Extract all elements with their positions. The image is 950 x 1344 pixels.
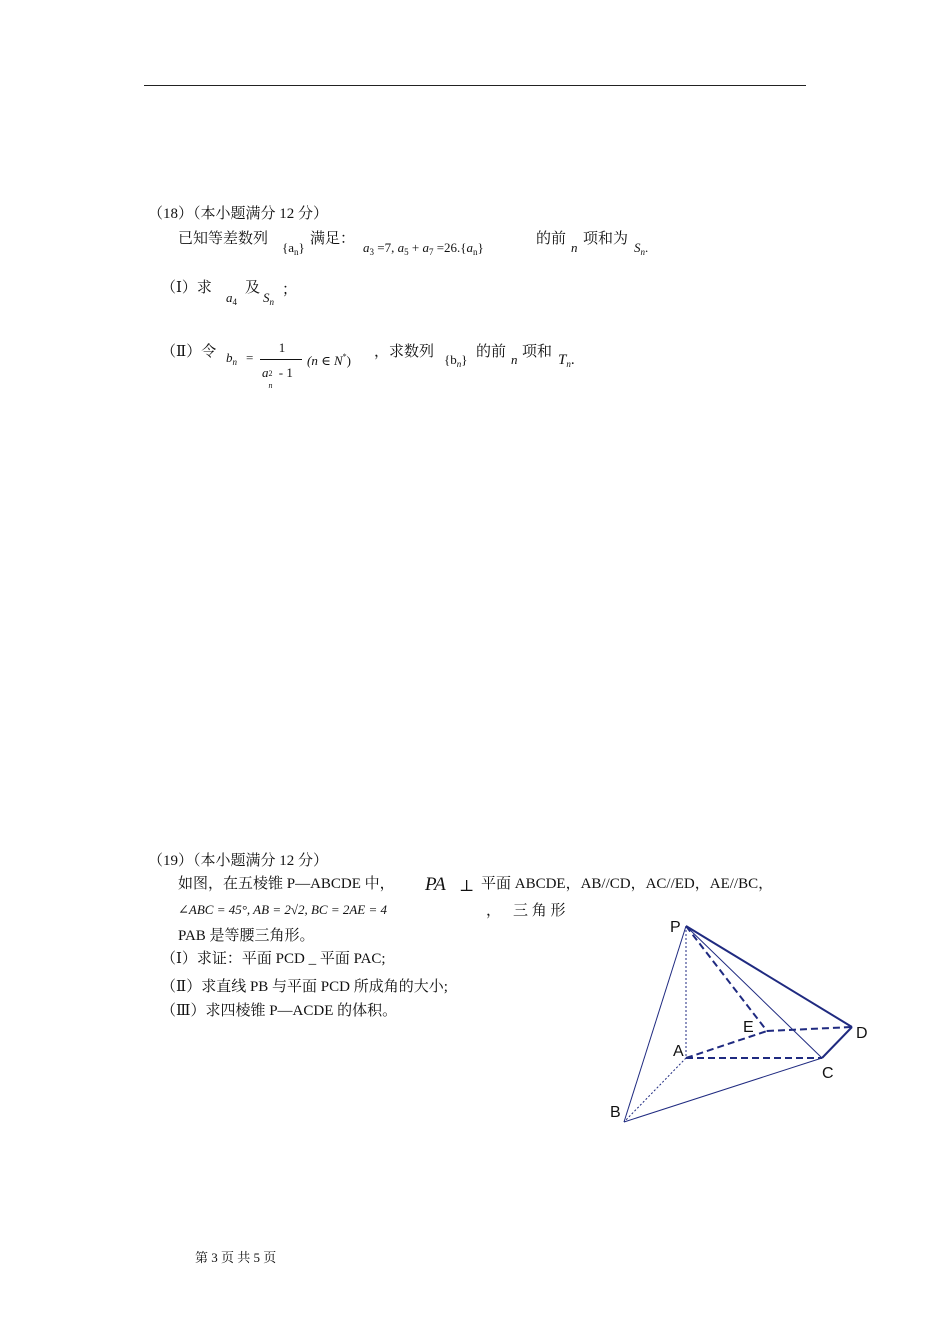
- header-rule: [144, 85, 806, 86]
- q18-part2-text-b: 的前: [476, 344, 507, 360]
- q18-part1-and: 及: [245, 280, 261, 296]
- q18-intro-b: 满足：: [310, 231, 356, 247]
- edge-PC: [686, 926, 822, 1058]
- q19-line1-b: 平面 ABCDE，AB//CD，AC//ED，AE//BC，: [481, 876, 774, 892]
- q18-part2-n: n: [511, 352, 518, 367]
- q18-part2-denominator: a 2 n - 1: [262, 365, 293, 390]
- edge-PB: [624, 926, 686, 1122]
- q19-line1-a: 如图，在五棱锥 P—ABCDE 中，: [178, 876, 395, 892]
- label-E: E: [743, 1019, 754, 1036]
- q18-header: （18）（本小题满分 12 分）: [148, 206, 329, 222]
- q19-part3: （Ⅲ）求四棱锥 P—ACDE 的体积。: [161, 1003, 398, 1019]
- q19-line2-math: ∠ABC = 45°, AB = 2√2, BC = 2AE = 4: [178, 902, 388, 917]
- q18-part2-seq-bn: $\{b_n\}$: [444, 352, 468, 369]
- label-B: B: [610, 1104, 621, 1121]
- label-A: A: [673, 1043, 684, 1060]
- pyramid-figure: [600, 910, 880, 1140]
- q18-part1-end: ；: [282, 282, 298, 298]
- q18-part2-eq: =: [246, 350, 254, 365]
- edge-PE-hidden: [686, 926, 767, 1031]
- edge-BC: [624, 1058, 822, 1122]
- q19-line2-comma: ，: [486, 903, 502, 919]
- q19-line2-text: 三 角 形: [513, 903, 566, 919]
- q19-perp-symbol: ⊥: [459, 878, 475, 895]
- q18-Sn: $S_n$.: [634, 240, 649, 257]
- edge-PD: [686, 926, 852, 1027]
- q19-PA: PA: [425, 874, 446, 895]
- edge-ED-hidden: [767, 1027, 852, 1031]
- q18-part2-label: （Ⅱ）令: [161, 344, 217, 360]
- q18-part2-fraction-bar: [260, 359, 302, 360]
- q19-part2: （Ⅱ）求直线 PB 与平面 PCD 所成角的大小;: [161, 979, 448, 995]
- q18-intro-d: 项和为: [583, 231, 629, 247]
- q18-part2-text-c: 项和: [522, 344, 553, 360]
- q19-part1: （Ⅰ）求证：平面 PCD _ 平面 PAC;: [161, 951, 386, 967]
- q18-part1-a4: $a_4$: [226, 290, 237, 307]
- label-D: D: [856, 1025, 868, 1042]
- q18-seq-an: $\{a_n\}$: [282, 240, 305, 257]
- q18-part2-bn: $b_n$: [226, 350, 237, 367]
- q18-intro-c: 的前: [536, 231, 567, 247]
- q19-header: （19）（本小题满分 12 分）: [148, 853, 329, 869]
- q18-intro-a: 已知等差数列: [178, 231, 269, 247]
- q18-part2-Tn: $T_n$.: [558, 352, 575, 369]
- q18-part2-numerator: 1: [278, 340, 286, 355]
- q18-condition: $a_3 =7$, $a_5 + a_7 =26.\{a_n\}$: [363, 240, 484, 257]
- q19-line3: PAB 是等腰三角形。: [178, 928, 315, 944]
- q18-part1-label: （Ⅰ）求: [161, 280, 212, 296]
- edge-CD: [822, 1027, 852, 1058]
- q18-part1-Sn: $S_n$: [263, 290, 274, 307]
- q18-part2-condition: (n ∈ N*): [307, 352, 351, 368]
- q18-part2-text-a: ，求数列: [374, 344, 435, 360]
- edge-AE-hidden: [686, 1031, 767, 1058]
- label-P: P: [670, 919, 681, 936]
- page-footer: 第 3 页 共 5 页: [195, 1250, 277, 1265]
- label-C: C: [822, 1065, 834, 1082]
- q18-n: n: [571, 240, 578, 255]
